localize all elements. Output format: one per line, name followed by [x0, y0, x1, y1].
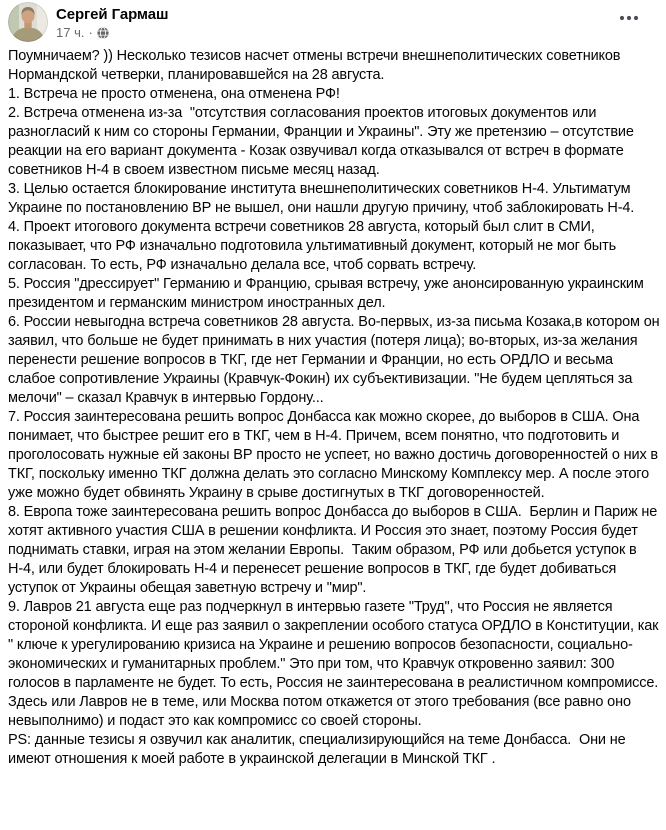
- avatar[interactable]: [8, 2, 48, 42]
- ellipsis-icon: [619, 15, 639, 21]
- post-paragraph-6: 6. России невыгодна встреча советников 28 августа. Во-первых, из-за письма Козака,в котором он заявил, что больше не будет принимать в них участия (потеря лица); во-вторых, из-за желания перенести решение вопросов в ТКГ, где нет Германии и Франции, но есть ОРДЛО и весьма слабое сопротивление Украины (Кравчук-Фокин) их субъективизации. "Не будем цепляться за мелочи" – сказал Кравчук в интервью Гордону...: [8, 314, 664, 406]
- author-name[interactable]: Сергей Гармаш: [56, 6, 169, 23]
- post-text: [0, 44, 666, 769]
- post-paragraph-5: 5. Россия "дрессирует" Германию и Францию, срывая встречу, уже анонсированную украинским президентом и германским министром иностранных дел.: [8, 276, 648, 311]
- avatar-image: [8, 2, 48, 42]
- post-paragraph-7: 7. Россия заинтересована решить вопрос Донбасса как можно скорее, до выборов в США. Она понимает, что быстрее решит его в ТКГ, чем в Н-4. Причем, всем понятно, что подготовить и проголосовать нужные ей законы ВР просто не успеет, но важно достичь договоренностей о них в ТКГ, поскольку именно ТКГ должна делать это согласно Минскому Комплексу мер. А после этого уже можно будет обвинять Украину в срыве достигнутых в ТКГ договоренностей.: [8, 409, 662, 501]
- post-paragraph-intro: Поумничаем? )) Несколько тезисов насчет отмены встречи внешнеполитических советников Нормандской четверки, планировавшейся на 28 августа.: [8, 48, 625, 83]
- post-paragraph-4: 4. Проект итогового документа встречи советников 28 августа, который был слит в СМИ, показывает, что РФ изначально подготовила ультимативный документ, который не мог быть согласован. То есть, РФ изначально делала все, чтоб сорвать встречу.: [8, 219, 620, 273]
- post-paragraph-ps: PS: данные тезисы я озвучил как аналитик, специализирующийся на теме Донбасса. Они не имеют отношения к моей работе в украинской делегации в Минской ТКГ .: [8, 732, 630, 767]
- post-header: [0, 0, 666, 44]
- post-paragraph-1: 1. Встреча не просто отменена, она отменена РФ!: [8, 86, 340, 102]
- timestamp[interactable]: 17 ч.: [56, 25, 85, 40]
- post-paragraph-9: 9. Лавров 21 августа еще раз подчеркнул в интервью газете "Труд", что Россия не является стороной конфликта. И еще раз заявил о закреплении особого статуса ОРДЛО в Конституции, как " ключе к урегулированию кризиса на Украине и решению вопросов безопасности, социально-экономических и гуманитарных проблем." Это при том, что Кравчук откровенно заявил: 300 голосов в парламенте не будет. То есть, Россия не заинтересована в реалистичном компромиссе. Здесь или Лавров не в теме, или Москва потом откажется от этого требования (все равно оно невыполнимо) и подаст это как компромисс со своей стороны.: [8, 599, 666, 729]
- post-paragraph-2: 2. Встреча отменена из-за "отсутствия согласования проектов итоговых документов или разногласий к ним со стороны Германии, Франции и Украины". Эту же претензию – отсутствие реакции на его вариант документа - Козак озвучивал когда отказывался от встреч в формате советников Н-4 в своем известном письме месяц назад.: [8, 105, 638, 178]
- meta-separator: ·: [88, 25, 93, 40]
- post-menu-button[interactable]: [617, 10, 641, 26]
- post-paragraph-8: 8. Европа тоже заинтересована решить вопрос Донбасса до выборов в США. Берлин и Париж не хотят активного участия США в решении конфликта. И Россия это знает, поэтому Россия будет поднимать ставки, играя на этом желании Европы. Таким образом, РФ или добьется уступок в Н-4, или будет блокировать Н-4 и перенесет решение вопросов в ТКГ, где будет добиваться уступок от Украины обещая заветную встречу и "мир".: [8, 504, 662, 596]
- globe-public-icon: [97, 27, 109, 39]
- post-meta: [56, 25, 109, 40]
- post-paragraph-3: 3. Целью остается блокирование института внешнеполитических советников Н-4. Ультиматум Украине по постановлению ВР не вышел, они нашли другую причину, чтоб заблокировать Н-4.: [8, 181, 635, 216]
